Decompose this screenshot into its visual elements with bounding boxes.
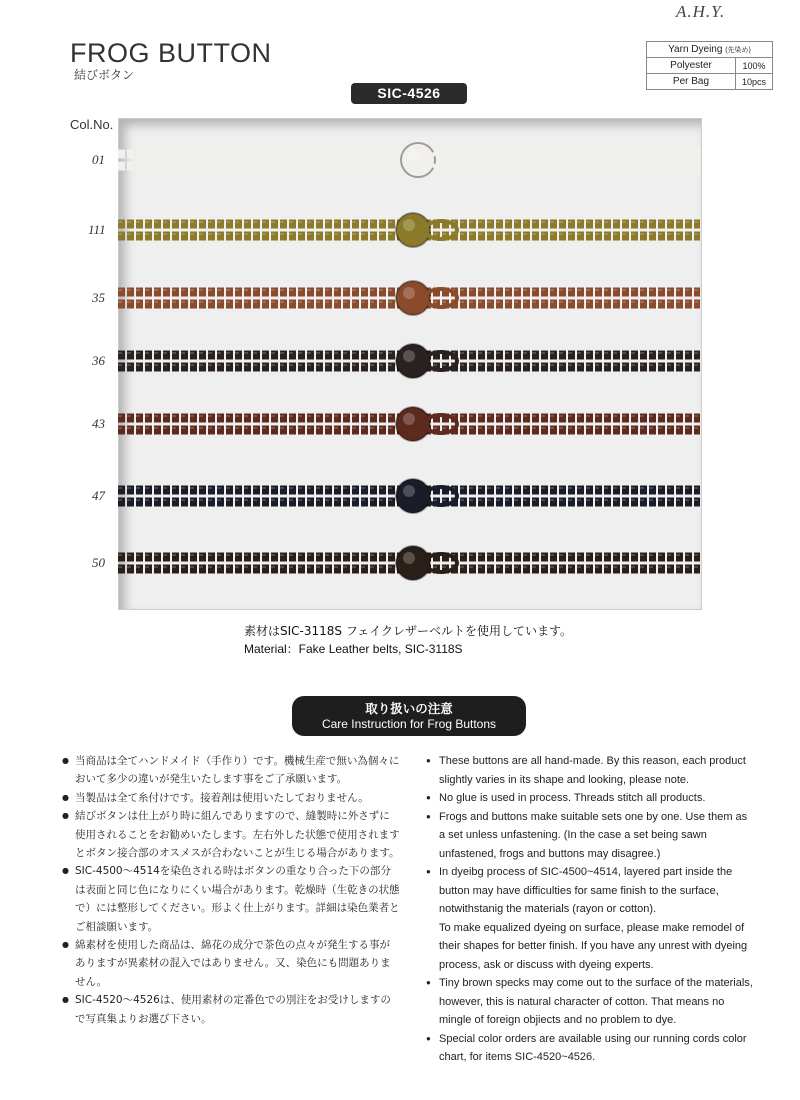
col-number-label: 36 bbox=[92, 353, 105, 368]
page-subtitle: 結びボタン bbox=[74, 68, 135, 82]
care-notes-en bbox=[426, 752, 756, 1067]
material-note-jp: 素材はSIC-3118S フェイクレザーベルトを使用しています。 bbox=[244, 624, 573, 638]
note-item: ● 当商品は全てハンドメイド（手作り）です。機械生産で無い為個々において多少の違いが発生いたします事をご了承願います。 bbox=[62, 752, 400, 789]
cord-sample bbox=[118, 546, 700, 580]
knot-sheen bbox=[403, 552, 415, 564]
page-title: FROG BUTTON bbox=[70, 38, 272, 68]
col-number-label: 01 bbox=[92, 152, 105, 167]
cord-sample bbox=[118, 479, 700, 513]
care-notes-jp bbox=[62, 752, 400, 1028]
knot-sheen bbox=[403, 413, 415, 425]
cord-samples bbox=[118, 118, 700, 608]
care-title-jp: 取り扱いの注意 bbox=[365, 701, 453, 716]
cord-sample bbox=[118, 344, 700, 378]
col-number-label: 50 bbox=[92, 555, 105, 570]
spec-key bbox=[647, 42, 773, 58]
material-note-en: Material：Fake Leather belts, SIC-3118S bbox=[244, 642, 463, 656]
col-no-header: Col.No. bbox=[70, 117, 114, 132]
spec-table bbox=[646, 41, 773, 90]
col-number-label: 111 bbox=[88, 222, 106, 237]
col-number-label: 47 bbox=[92, 488, 105, 503]
spec-key-note: (先染め) bbox=[725, 47, 751, 54]
col-number-label: 43 bbox=[92, 416, 105, 431]
note-item: ● No glue is used in process. Threads stitch all products. bbox=[426, 789, 756, 808]
cord-sample bbox=[118, 407, 700, 441]
note-item: ● In dyeibg process of SIC-4500~4514, layered part inside the button may have difficulties for same finish to the surface, notwithstanig the materials (rayon or cotton). bbox=[426, 863, 756, 919]
note-continuation: To make equalized dyeing on surface, please make remodel of their shapes for better finish. If you have any unrest with dyeing process, ask or discuss with dyeing experts. bbox=[439, 921, 748, 971]
note-item: ● 当製品は全て糸付けです。接着剤は使用いたしておりません。 bbox=[62, 789, 400, 807]
note-item: ● Special color orders are available using our running cords color chart, for items SIC-4520~4526. bbox=[426, 1030, 756, 1067]
spec-key-text: Yarn Dyeing bbox=[668, 44, 723, 55]
note-item: ● Frogs and buttons make suitable sets one by one. Use them as a set unless unfastening. (In the case a set being sawn unfastened, frogs and buttons may disagree.) bbox=[426, 808, 756, 864]
note-item: ● SIC-4520～4526は、使用素材の定番色での別注をお受けしますので写真集よりお選び下さい。 bbox=[62, 991, 400, 1028]
care-title-en: Care Instruction for Frog Buttons bbox=[321, 717, 497, 731]
note-item: ● 結びボタンは仕上がり時に組んでありますので、縫製時に外さずに使用されることをお勧めいたします。左右外した状態で使用されますとボタン接合部のオスメスが合わないことが生じる場合があります。 bbox=[62, 807, 400, 862]
knot-sheen bbox=[403, 350, 415, 362]
spec-row bbox=[647, 42, 773, 58]
spec-row bbox=[647, 74, 773, 90]
knot-sheen bbox=[403, 485, 415, 497]
cord-sample bbox=[118, 281, 700, 315]
spec-row bbox=[647, 58, 773, 74]
note-item: ● SIC-4500～4514を染色される時はボタンの重なり合った下の部分は表面と同じ色になりにくい場合があります。乾燥時（生乾きの状態で）には整形してください。形よく仕上がります。詳細は染色業者とご相談願います。 bbox=[62, 862, 400, 936]
knot-sheen bbox=[403, 287, 415, 299]
brand-logo: A.H.Y. bbox=[676, 2, 726, 21]
note-item: ● These buttons are all hand-made. By this reason, each product slightly varies in its shape and looking, please note. bbox=[426, 752, 756, 789]
product-code-badge: SIC-4526 bbox=[351, 83, 467, 104]
care-instruction-badge bbox=[292, 696, 526, 736]
knot-sheen bbox=[408, 149, 420, 161]
spec-value: 10pcs bbox=[736, 74, 773, 90]
spec-value: 100% bbox=[736, 58, 773, 74]
cord-sample bbox=[118, 143, 700, 177]
note-item: ● Tiny brown specks may come out to the surface of the materials, however, this is natural character of cotton. That means no mingle of foreign objiects and no problem to dye. bbox=[426, 974, 756, 1030]
spec-key: Per Bag bbox=[647, 74, 736, 90]
spec-key: Polyester bbox=[647, 58, 736, 74]
cord-sample bbox=[118, 213, 700, 247]
note-item: ● 綿素材を使用した商品は、綿花の成分で茶色の点々が発生する事がありますが異素材の混入ではありません。又、染色にも問題ありません。 bbox=[62, 936, 400, 991]
col-number-label: 35 bbox=[92, 290, 105, 305]
knot-sheen bbox=[403, 219, 415, 231]
